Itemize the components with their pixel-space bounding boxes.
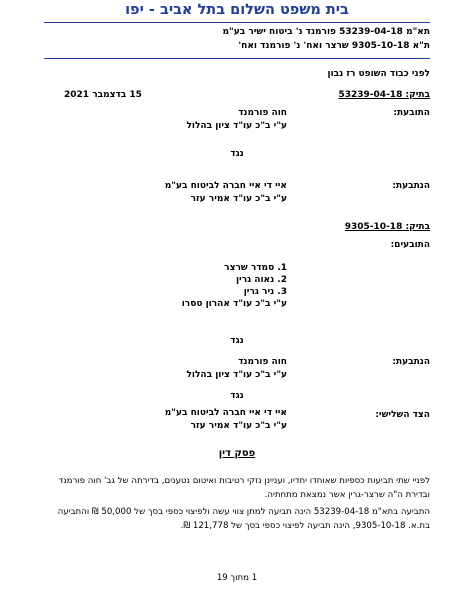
- case1-plaintiff-label: התובעת:: [393, 108, 430, 118]
- third-party-name: איי די איי חברה לביטוח בע"מ: [164, 408, 287, 418]
- case-line-2: ת"א 9305-10-18 שרצר ואח' נ' פורמנד ואח': [238, 41, 430, 51]
- case1-plaintiff-counsel: ע"י ב"כ עו"ד ציון בהלול: [186, 121, 287, 131]
- case2-versus-1: נגד: [230, 336, 244, 346]
- case1-plaintiff-name: חוה פורמנד: [238, 108, 287, 118]
- case1-label: בתיק: 53239-04-18: [338, 90, 430, 100]
- case2-plaintiffs-counsel: ע"י ב"כ עו"ד אהרון טסרו: [181, 299, 287, 309]
- case2-versus-2: נגד: [230, 391, 244, 401]
- case2-plaintiff-3: 3. ניר גרין: [243, 287, 287, 297]
- third-party-label: הצד השלישי:: [375, 410, 430, 420]
- case2-plaintiffs-label: התובעים:: [390, 240, 430, 250]
- case2-label: בתיק: 9305-10-18: [344, 222, 430, 232]
- court-title: בית משפט השלום בתל אביב - יפו: [125, 2, 349, 18]
- third-party-counsel: ע"י ב"כ עו"ד אמיר עזר: [190, 421, 287, 431]
- header-divider-2: [44, 58, 430, 59]
- case1-defendant-counsel: ע"י ב"כ עו"ד אמיר עזר: [190, 194, 287, 204]
- case2-defendant-name: חוה פורמנד: [238, 357, 287, 367]
- case1-versus: נגד: [230, 149, 244, 159]
- case1-defendant-name: איי די איי חברה לביטוח בע"מ: [164, 181, 287, 191]
- verdict-title: פסק דין: [218, 448, 256, 459]
- case2-defendant-counsel: ע"י ב"כ עו"ד ציון בהלול: [186, 370, 287, 380]
- page-footer: 1 מתוך 19: [216, 573, 258, 583]
- judge-line: לפני כבוד השופט רז נבון: [327, 69, 430, 79]
- case2-plaintiff-1: 1. סמדר שרצר: [224, 263, 287, 273]
- case2-defendant-label: הנתבעת:: [392, 357, 430, 367]
- paragraph-2: התביעה בתא"מ 53239-04-18 הינה תביעה למתן צווי עשה ולפיצוי כספי בסך של 50,000 ₪ והתביעה בת.א. 9305-10-18, הינה תביעה לפיצוי כספי בסך של 121,778 ₪.: [57, 507, 430, 531]
- case2-plaintiff-2: 2. נאוה גרין: [235, 275, 287, 285]
- decision-date: 15 בדצמבר 2021: [64, 90, 142, 100]
- case1-defendant-label: הנתבעת:: [392, 181, 430, 191]
- case-line-1: תא"מ 53239-04-18 פורמנד נ' ביטוח ישיר בע"מ: [222, 27, 430, 37]
- paragraph-1: לפניי שתי תביעות כספיות שאוחדו יחדיו, ועניינן נזקי רטיבות ואיטום נטענים, בדירתה של גב' חוה פורמנד ובדירת ה"ה שרצר-גרין אשר נמצאת מתחתיה.: [58, 476, 430, 500]
- header-divider: [44, 22, 430, 23]
